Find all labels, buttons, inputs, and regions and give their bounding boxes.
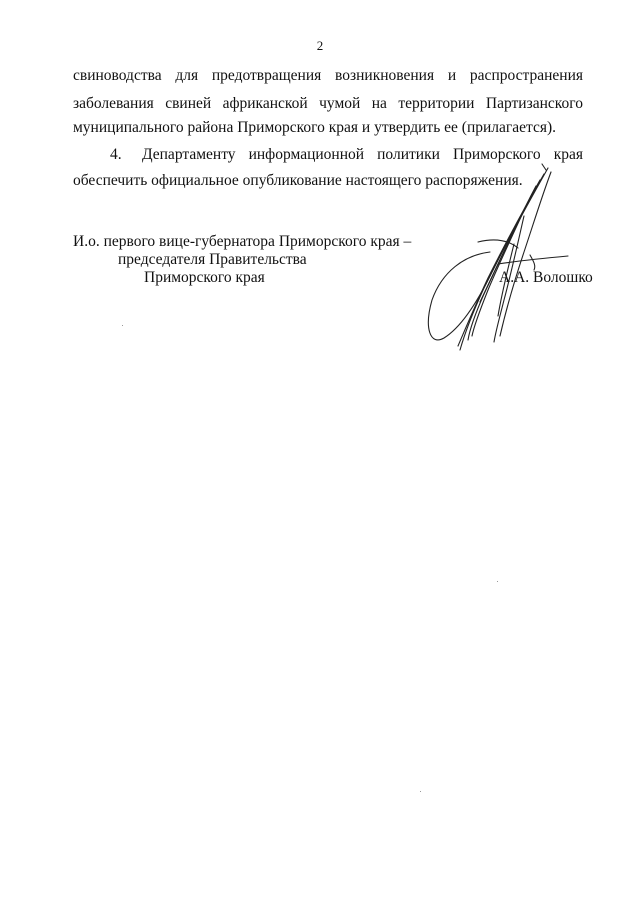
item-4-number: 4. [110, 146, 122, 163]
body-line-1: свиноводства для предотвращения возникновения и распространения [73, 67, 583, 84]
scan-speck [420, 791, 421, 792]
signer-name: А.А. Волошко [499, 269, 593, 286]
item-4-line-1: Департаменту информационной политики Приморского края [142, 146, 583, 163]
item-4-line-2: обеспечить официальное опубликование настоящего распоряжения. [73, 172, 523, 189]
scan-speck [497, 581, 498, 582]
signer-title-line-1: И.о. первого вице-губернатора Приморского края – [73, 233, 412, 250]
page-number: 2 [316, 38, 324, 53]
signer-title-line-3: Приморского края [144, 269, 265, 286]
scan-speck [122, 325, 123, 326]
handwritten-signature [418, 160, 578, 355]
signer-title-line-2: председателя Правительства [118, 251, 307, 268]
body-line-3: муниципального района Приморского края и утвердить ее (прилагается). [73, 119, 557, 136]
body-line-2: заболевания свиней африканской чумой на территории Партизанского [73, 95, 583, 112]
